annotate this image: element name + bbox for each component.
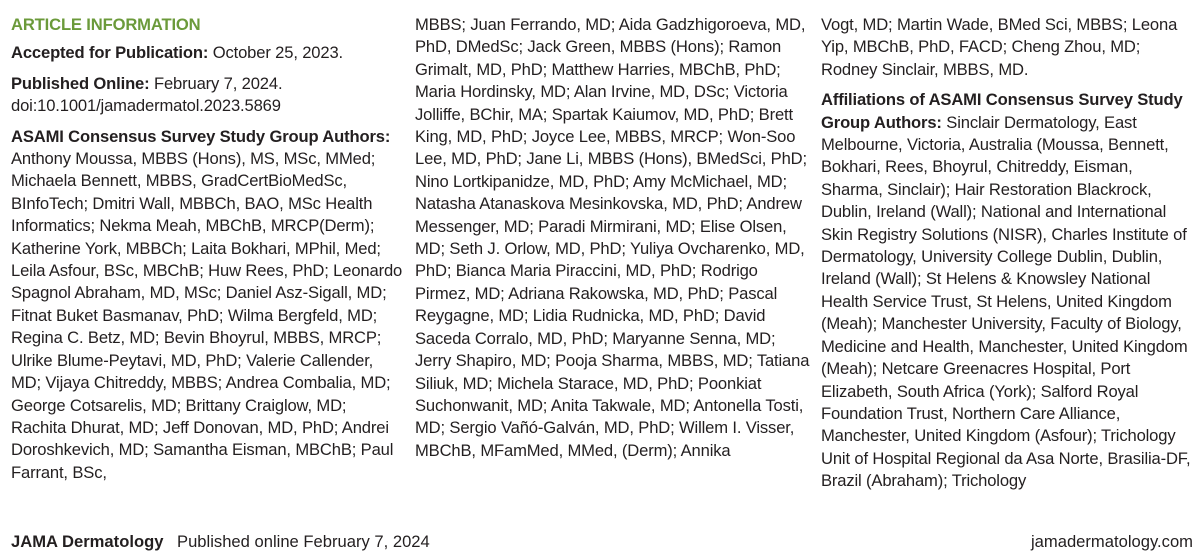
page-footer — [11, 531, 1193, 553]
authors-list-part-1: Anthony Moussa, MBBS (Hons), MS, MSc, MMed; Michaela Bennett, MBBS, GradCertBioMedSc, BInfoTech; Dmitri Wall, MBBCh, BAO, MSc Health Informatics; Nekma Meah, MBChB, MRCP(Derm); Katherine York, MBBCh; Laita Bokhari, MPhil, Med; Leila Asfour, BSc, MBChB; Huw Rees, PhD; Leonardo Spagnol Abraham, MD, MSc; Daniel Asz-Sigall, MD; Fitnat Buket Basmanav, PhD; Wilma Bergfeld, MD; Regina C. Betz, MD; Bevin Bhoyrul, MBBS, MRCP; Ulrike Blume-Peytavi, MD, PhD; Valerie Callender, MD; Vijaya Chitreddy, MBBS; Andrea Combalia, MD; George Cotsarelis, MD; Brittany Craiglow, MD; Rachita Dhurat, MD; Jeff Donovan, MD, PhD; Andrei Doroshkevich, MD; Samantha Eisman, MBChB; Paul Farrant, BSc, — [11, 149, 403, 482]
article-column-1 — [11, 14, 403, 484]
accepted-label: Accepted for Publication: — [11, 43, 209, 63]
article-column-2 — [415, 14, 810, 462]
article-column-3 — [821, 14, 1193, 493]
published-online — [11, 73, 403, 118]
study-group-affiliations — [821, 89, 1193, 492]
published-date: February 7, 2024. — [153, 73, 283, 93]
authors-list-part-3: Vogt, MD; Martin Wade, BMed Sci, MBBS; Leona Yip, MBChB, PhD, FACD; Cheng Zhou, MD; Rodney Sinclair, MBBS, MD. — [821, 15, 1178, 79]
footer-publication-date: Published online February 7, 2024 — [177, 532, 430, 551]
affiliations-text: Sinclair Dermatology, East Melbourne, Victoria, Australia (Moussa, Bennett, Bokhari, Rees, Bhoyrul, Chitreddy, Eisman, Sharma, Sinclair); Hair Restoration Blackrock, Dublin, Ireland (Wall); National and International Skin Registry Solutions (NISR), Charles Institute of Dermatology, University College Dublin, Dublin, Ireland (Wall); St Helens & Knowsley National Health Service Trust, St Helens, United Kingdom (Meah); Manchester University, Faculty of Biology, Medicine and Health, Manchester, United Kingdom (Meah); Netcare Greenacres Hospital, Port Elizabeth, South Africa (York); Salford Royal Foundation Trust, Northern Care Alliance, Manchester, United Kingdom (Asfour); Trichology Unit of Hospital Regional da Asa Norte, Brasilia-DF, Brazil (Abraham); Trichology — [821, 112, 1191, 491]
study-group-authors — [11, 126, 403, 485]
accepted-date: October 25, 2023. — [212, 43, 344, 63]
affiliations-label: Affiliations of ASAMI Consensus Survey Study Group Authors: — [821, 90, 1183, 132]
doi-link[interactable]: doi:10.1001/jamadermatol.2023.5869 — [11, 96, 281, 116]
journal-website-link[interactable]: jamadermatology.com — [1030, 532, 1193, 551]
article-information-heading: ARTICLE INFORMATION — [11, 15, 201, 34]
authors-label: ASAMI Consensus Survey Study Group Authors: — [11, 126, 391, 146]
authors-list-part-2: MBBS; Juan Ferrando, MD; Aida Gadzhigoroeva, MD, PhD, DMedSc; Jack Green, MBBS (Hons); Ramon Grimalt, MD, PhD; Matthew Harries, MBChB, PhD; Maria Hordinsky, MD; Alan Irvine, MD, DSc; Victoria Jolliffe, BChir, MA; Spartak Kaiumov, MD, PhD; Brett King, MD, PhD; Joyce Lee, MBBS, MRCP; Won-Soo Lee, MD, PhD; Jane Li, MBBS (Hons), BMedSci, PhD; Nino Lortkipanidze, MD, PhD; Amy McMichael, MD; Natasha Atanaskova Mesinkovska, MD, PhD; Andrew Messenger, MD; Paradi Mirmirani, MD; Elise Olsen, MD; Seth J. Orlow, MD, PhD; Yuliya Ovcharenko, MD, PhD; Bianca Maria Piraccini, MD, PhD; Rodrigo Pirmez, MD; Adriana Rakowska, MD, PhD; Pascal Reygagne, MD; Lidia Rudnicka, MD, PhD; David Saceda Corralo, MD, PhD; Maryanne Senna, MD; Jerry Shapiro, MD; Pooja Sharma, MBBS, MD; Tatiana Siliuk, MD; Michela Starace, MD, PhD; Poonkiat Suchonwanit, MD; Anita Takwale, MD; Antonella Tosti, MD; Sergio Vañó-Galván, MD, PhD; Willem I. Visser, MBChB, MFamMed, MMed, (Derm); Annika — [415, 15, 810, 460]
accepted-for-publication — [11, 42, 403, 64]
journal-name: JAMA Dermatology — [11, 532, 164, 551]
published-label: Published Online: — [11, 73, 150, 93]
